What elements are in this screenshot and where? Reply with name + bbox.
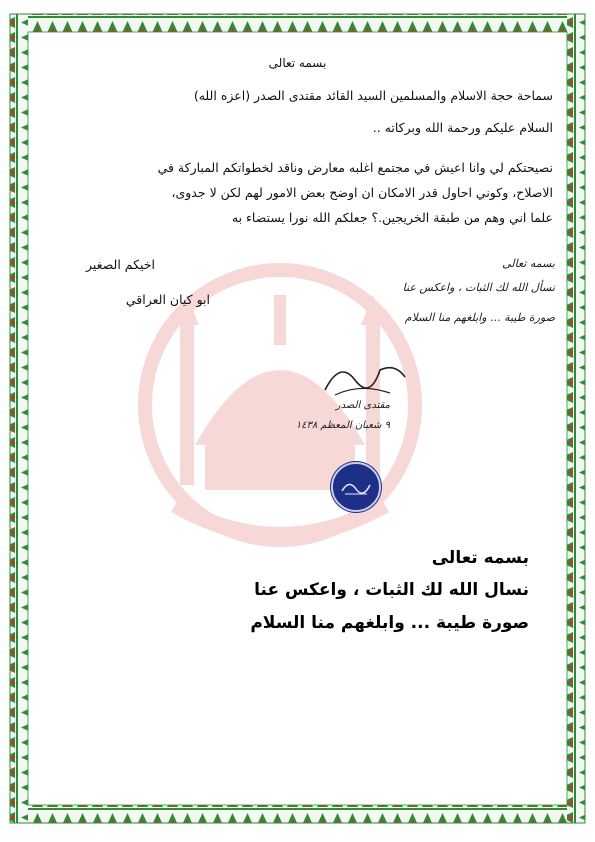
reply-line: صورة طيبة ... وابلغهم منا السلام bbox=[250, 613, 529, 633]
reply-line: نسال الله لك الثبات ، واعكس عنا bbox=[254, 580, 529, 600]
letter-address: سماحة حجة الاسلام والمسلمين السيد القائد مقتدى الصدر (اعزه الله) bbox=[193, 88, 553, 103]
letter-basmala: بسمه تعالى bbox=[268, 56, 327, 70]
seal-calligraphy-icon bbox=[339, 477, 373, 497]
handwritten-date: ٩ شعبان المعظم ١٤٣٨ bbox=[295, 420, 390, 431]
reply-basmala: بسمه تعالى bbox=[431, 548, 529, 568]
letter-sign-off: اخيكم الصغير bbox=[86, 257, 155, 272]
handwritten-signature bbox=[320, 355, 410, 400]
letter-body-line: نصيحتكم لي وانا اعيش في مجتمع اغلبه معارض وناقد لخطواتكم المباركة في bbox=[157, 160, 553, 175]
handwritten-line: نسأل الله لك الثبات ، واعكس عنا bbox=[402, 281, 555, 294]
official-seal bbox=[331, 462, 381, 512]
letter-greeting: السلام عليكم ورحمة الله وبركاته .. bbox=[372, 120, 553, 135]
handwritten-basmala: بسمه تعالى bbox=[502, 257, 555, 270]
letter-body-line: الاصلاح، وكوني احاول قدر الامكان ان اوضح بعض الامور لهم لكن لا جدوى، bbox=[171, 185, 553, 200]
letter-body-line: علما اني وهم من طبقة الخريجين.؟ جعلكم الله نورا يستضاء به bbox=[231, 210, 553, 225]
letter-signer: ابو كيان العراقي bbox=[125, 292, 210, 307]
handwritten-line: صورة طيبة ... وابلغهم منا السلام bbox=[404, 311, 555, 324]
handwritten-name: مقتدى الصدر bbox=[335, 400, 390, 411]
